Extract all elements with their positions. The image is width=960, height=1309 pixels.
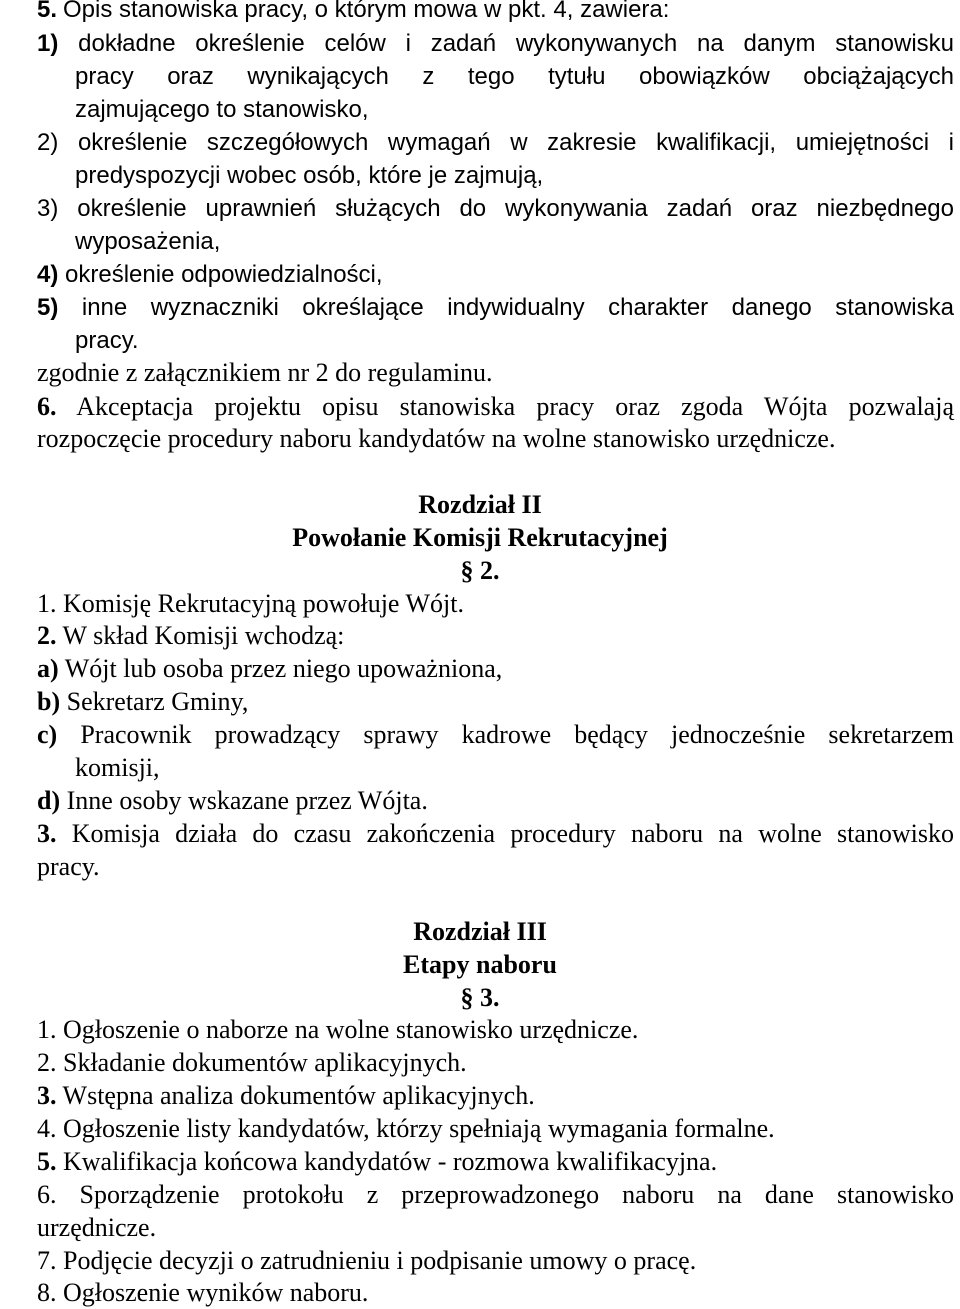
step-6-line1: 6. Sporządzenie protokołu z przeprowadzonego naboru na dane stanowisko bbox=[37, 1180, 954, 1209]
step-7: 7. Podjęcie decyzji o zatrudnieniu i podpisanie umowy o pracę. bbox=[37, 1246, 697, 1275]
chapter2-title: Rozdział II bbox=[418, 490, 542, 519]
chapter2-paragraph-sign: § 2. bbox=[460, 556, 500, 585]
step-2: 2. Składanie dokumentów aplikacyjnych. bbox=[37, 1048, 467, 1077]
item5-header: 5. Opis stanowiska pracy, o którym mowa w pkt. 4, zawiera: bbox=[37, 0, 670, 23]
chapter2-p2: 2. W skład Komisji wchodzą: bbox=[37, 621, 345, 650]
member-a: a) Wójt lub osoba przez niego upoważniona, bbox=[37, 654, 503, 683]
member-c-line2: komisji, bbox=[75, 753, 160, 782]
item5-sub2-line1: 2) określenie szczegółowych wymagań w zakresie kwalifikacji, umiejętności i bbox=[37, 129, 954, 156]
item5-sub1-line1: 1) dokładne określenie celów i zadań wykonywanych na danym stanowisku bbox=[37, 30, 955, 57]
item5-sub1-line2: pracy oraz wynikających z tego tytułu obowiązków obciążających bbox=[75, 63, 954, 90]
item5-sub3-line2: wyposażenia, bbox=[75, 228, 221, 255]
step-1: 1. Ogłoszenie o naborze na wolne stanowisko urzędnicze. bbox=[37, 1015, 639, 1044]
step-5: 5. Kwalifikacja końcowa kandydatów - rozmowa kwalifikacyjna. bbox=[37, 1147, 718, 1176]
chapter2-p1: 1. Komisję Rekrutacyjną powołuje Wójt. bbox=[37, 589, 464, 618]
item6-line2: rozpoczęcie procedury naboru kandydatów na wolne stanowisko urzędnicze. bbox=[37, 424, 836, 453]
step-4: 4. Ogłoszenie listy kandydatów, którzy spełniają wymagania formalne. bbox=[37, 1114, 775, 1143]
item5-sub5-line1: 5) inne wyznaczniki określające indywidualny charakter danego stanowiska bbox=[37, 294, 954, 321]
chapter3-title: Rozdział III bbox=[413, 917, 547, 946]
member-b: b) Sekretarz Gminy, bbox=[37, 687, 249, 716]
chapter2-p3-line1: 3. Komisja działa do czasu zakończenia procedury naboru na wolne stanowisko bbox=[37, 819, 954, 848]
step-3: 3. Wstępna analiza dokumentów aplikacyjnych. bbox=[37, 1081, 535, 1110]
step-6-line2: urzędnicze. bbox=[37, 1213, 157, 1242]
chapter2-subtitle: Powołanie Komisji Rekrutacyjnej bbox=[292, 523, 668, 552]
item5-sub2-line2: predyspozycji wobec osób, które je zajmują, bbox=[75, 162, 544, 189]
item5-sub1-line3: zajmującego to stanowisko, bbox=[75, 96, 369, 123]
item5-sub3-line1: 3) określenie uprawnień służących do wykonywania zadań oraz niezbędnego bbox=[37, 195, 955, 222]
item6-line1: 6. Akceptacja projektu opisu stanowiska pracy oraz zgoda Wójta pozwalają bbox=[37, 392, 954, 421]
chapter3-paragraph-sign: § 3. bbox=[460, 983, 500, 1012]
member-d: d) Inne osoby wskazane przez Wójta. bbox=[37, 786, 428, 815]
step-8: 8. Ogłoszenie wyników naboru. bbox=[37, 1278, 369, 1307]
chapter2-p3-line2: pracy. bbox=[37, 852, 100, 881]
chapter3-subtitle: Etapy naboru bbox=[403, 950, 557, 979]
item5-tail: zgodnie z załącznikiem nr 2 do regulaminu. bbox=[37, 358, 493, 387]
item5-sub4: 4) określenie odpowiedzialności, bbox=[37, 261, 383, 288]
member-c-line1: c) Pracownik prowadzący sprawy kadrowe będący jednocześnie sekretarzem bbox=[37, 720, 955, 749]
item5-sub5-line2: pracy. bbox=[75, 327, 139, 354]
